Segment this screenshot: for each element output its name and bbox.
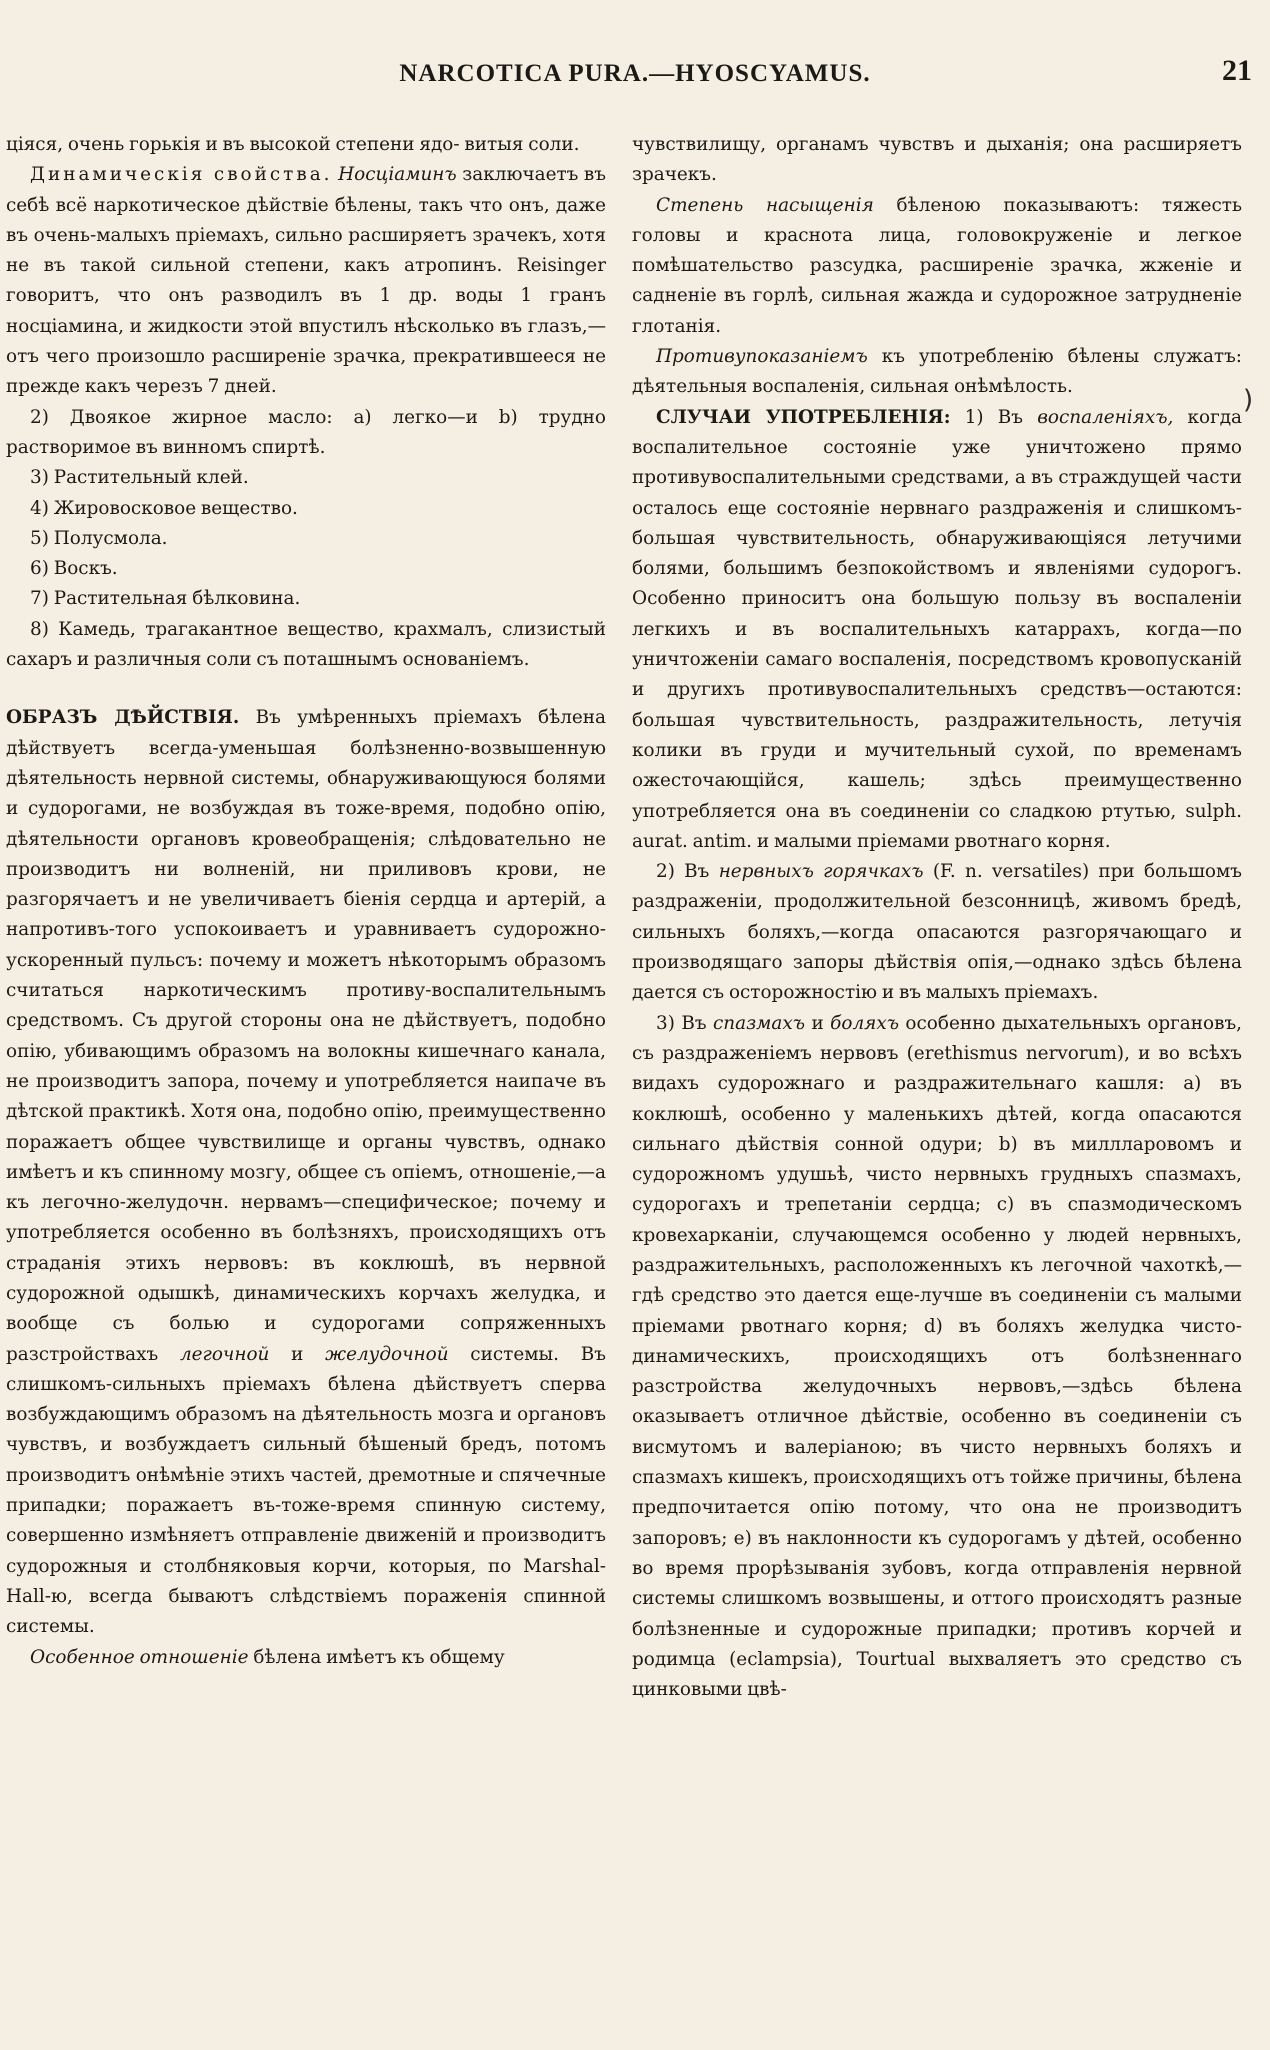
emphasis: воспаленіяхъ, xyxy=(1037,406,1174,428)
emphasis: боляхъ xyxy=(830,1012,899,1034)
paragraph: Противупоказаніемъ къ употребленію бѣлены служатъ: дѣятельныя воспаленія, сильная онѣмѣлость. xyxy=(632,346,1242,398)
list-item: 4) Жировосковое вещество. xyxy=(30,497,298,519)
right-column xyxy=(632,130,1242,2035)
paragraph: чувствилищу, органамъ чувствъ и дыханія; она расширяетъ зрачекъ. xyxy=(632,134,1242,186)
paragraph: 2) Въ нервныхъ горячкахъ (F. n. versatiles) при большомъ раздраженіи, продолжительной безсонницѣ, живомъ бредѣ, сильныхъ боляхъ,—когда опасаются разгорячающаго и производящаго запоры дѣйствія опія,—однако здѣсь бѣлена дается съ осторожностію и въ малыхъ пріемахъ. xyxy=(632,861,1242,1004)
list-item: 8) Камедь, трагакантное вещество, крахмалъ, слизистый сахаръ и различныя соли съ поташнымъ основаніемъ. xyxy=(6,618,606,671)
paragraph: Степень насыщенія бѣленою показываютъ: тяжесть головы и краснота лица, головокруженіе и легкое помѣшательство разсудка, расширеніе зрачка, жженіе и садненіе въ горлѣ, сильная жажда и судорожное затрудненіе глотанія. xyxy=(632,194,1242,337)
emphasis: Степень насыщенія xyxy=(656,194,874,216)
section-heading: ОБРАЗЪ ДѢЙСТВІЯ. xyxy=(6,707,240,729)
emphasis: Особенное отношеніе xyxy=(30,1646,249,1668)
emphasis: спазмахъ xyxy=(713,1012,805,1034)
page-number: 21 xyxy=(1222,54,1252,87)
page-header xyxy=(0,54,1270,94)
section-heading: СЛУЧАИ УПОТРЕБЛЕНІЯ: xyxy=(656,406,951,428)
list-item: 2) Двоякое жирное масло: a) легко—и b) трудно растворимое въ винномъ спиртѣ. xyxy=(6,406,606,458)
paragraph: Особенное отношеніе бѣлена имѣетъ къ общему xyxy=(30,1646,505,1668)
emphasis: желудочной xyxy=(325,1343,449,1365)
list-item: 7) Растительная бѣлковина. xyxy=(30,588,301,610)
paragraph: Динамическія свойства. Hосціаминъ заключаетъ въ себѣ всё наркотическое дѣйствіе бѣлены, такъ что онъ, даже въ очень-малыхъ пріемахъ, сильно расширяетъ зрачекъ, хотя не въ такой сильной степени, какъ атропинъ. Reisinger говоритъ, что онъ разводилъ въ 1 др. воды 1 гранъ носціамина, и жидкости этой впустилъ нѣсколько въ глазъ,—отъ чего произошло расширеніе зрачка, прекратившееся не прежде какъ черезъ 7 дней. xyxy=(6,164,606,398)
margin-pencil-mark: ) xyxy=(1243,385,1254,415)
paragraph: 3) Въ спазмахъ и боляхъ особенно дыхательныхъ органовъ, съ раздраженіемъ нервовъ (erethismus nervorum), и во всѣхъ видахъ судорожнаго и раздражительнаго кашля: a) въ коклюшѣ, особенно у маленькихъ дѣтей, когда опасаются сильнаго дѣйствія сонной одури; b) въ миллларовомъ и судорожномъ удушьѣ, чисто нервныхъ грудныхъ спазмахъ, судорогахъ и трепетаніи сердца; c) въ спазмодическомъ кровехарканіи, случающемся особенно у людей нервныхъ, раздражительныхъ, расположенныхъ къ легочной чахоткѣ,—гдѣ средство это дается еще-лучше въ соединеніи съ малыми пріемами рвотнаго корня; d) въ боляхъ желудка чисто-динамическихъ, происходящихъ отъ болѣзненнаго разстройства желудочныхъ нервовъ,—здѣсь бѣлена оказываетъ отличное дѣйствіе, особенно въ соединеніи съ висмутомъ и валеріаною; въ чисто нервныхъ боляхъ и спазмахъ кишекъ, происходящихъ отъ тойже причины, бѣлена предпочитается опію потому, что она не производитъ запоровъ; e) въ наклонности къ судорогамъ у дѣтей, особенно во время прорѣзыванія зубовъ, когда отправленія нервной системы слишкомъ возвышены, и оттого происходятъ разные болѣзненные и судорожные припадки; противъ корчей и родимца (eclampsia), Tourtual выхваляетъ это средство съ цинковыми цвѣ- xyxy=(632,1012,1242,1701)
list-item: 5) Полусмола. xyxy=(30,527,168,549)
paragraph: ціяся, очень горькія и въ высокой степени ядо- витыя соли. xyxy=(6,134,580,155)
emphasis: Hосціаминъ xyxy=(338,164,457,186)
paragraph: ОБРАЗЪ ДѢЙСТВІЯ. Въ умѣренныхъ пріемахъ бѣлена дѣйствуетъ всегда-уменьшая болѣзненно-возвышенную дѣятельность нервной системы, обнаруживающуюся болями и судорогами, не возбуждая въ тоже-время, подобно опію, дѣятельности органовъ кровеобращенія; слѣдовательно не производитъ ни волненій, ни приливовъ крови, не разгорячаетъ и не увеличиваетъ біенія сердца и артерій, а напротивъ-того успокоиваетъ и уравниваетъ судорожно-ускоренный пульсъ: почему и можетъ нѣкоторымъ образомъ считаться наркотическимъ противу-воспалительнымъ средствомъ. Съ другой стороны она не дѣйствуетъ, подобно опію, убивающимъ образомъ на волокны кишечнаго канала, не производитъ запора, почему и употребляется наипаче въ дѣтской практикѣ. Хотя она, подобно опію, преимущественно поражаетъ общее чувствилище и органы чувствъ, однако имѣетъ и къ спинному мозгу, общее съ опіемъ, отношеніе,—а къ легочно-желудочн. нервамъ—специфическое; почему и употребляется особенно въ болѣзняхъ, происходящихъ отъ страданія этихъ нервовъ: въ коклюшѣ, въ нервной судорожной одышкѣ, динамическихъ корчахъ желудка, и вообще съ болью и судорогами сопряженныхъ разстройствахъ легочной и желудочной системы. Въ слишкомъ-сильныхъ пріемахъ бѣлена дѣйствуетъ сперва возбуждающимъ образомъ на дѣятельность мозга и органовъ чувствъ, и возбуждаетъ сильный бѣшеный бредъ, потомъ производитъ онѣмѣніе этихъ частей, дремотные и спячечные припадки; поражаетъ въ-тоже-время спинную систему, совершенно измѣняетъ отправленіе движеній и производитъ судорожныя и столбняковыя корчи, которыя, по Marshal-Hall-ю, всегда бываютъ слѣдствіемъ пораженія спинной системы. xyxy=(6,707,606,1638)
emphasis: Противупоказаніемъ xyxy=(656,346,868,368)
paragraph: СЛУЧАИ УПОТРЕБЛЕНІЯ: 1) Въ воспаленіяхъ, когда воспалительное состояніе уже уничтожено прямо противувоспалительными средствами, а въ страждущей части осталось еще состояніе нервнаго раздраженія и слишкомъ-большая чувствительность, обнаруживающіяся летучими болями, большимъ безпокойствомъ и явленіями судорогъ. Особенно приноситъ она большую пользу въ воспаленіи легкихъ и въ воспалительныхъ катаррахъ, когда—по уничтоженіи самаго воспаленія, посредствомъ кровопусканій и другихъ противувоспалительныхъ средствъ—остаются: большая чувствительность, раздражительность, летучія колики въ груди и мучительный сухой, по временамъ ожесточающійся, кашель; здѣсь преимущественно употребляется она въ соединеніи со сладкою ртутью, sulph. aurat. antim. и малыми пріемами рвотнаго корня. xyxy=(632,406,1242,852)
left-column xyxy=(6,130,606,2035)
emphasis: легочной xyxy=(179,1343,270,1365)
list-item: 3) Растительный клей. xyxy=(30,467,249,489)
list-item: 6) Воскъ. xyxy=(30,558,118,580)
section-title: Динамическія свойства. xyxy=(30,164,333,186)
emphasis: нервныхъ горячкахъ xyxy=(718,861,924,883)
running-title: NARCOTICA PURA.—HYOSCYAMUS. xyxy=(399,60,871,87)
